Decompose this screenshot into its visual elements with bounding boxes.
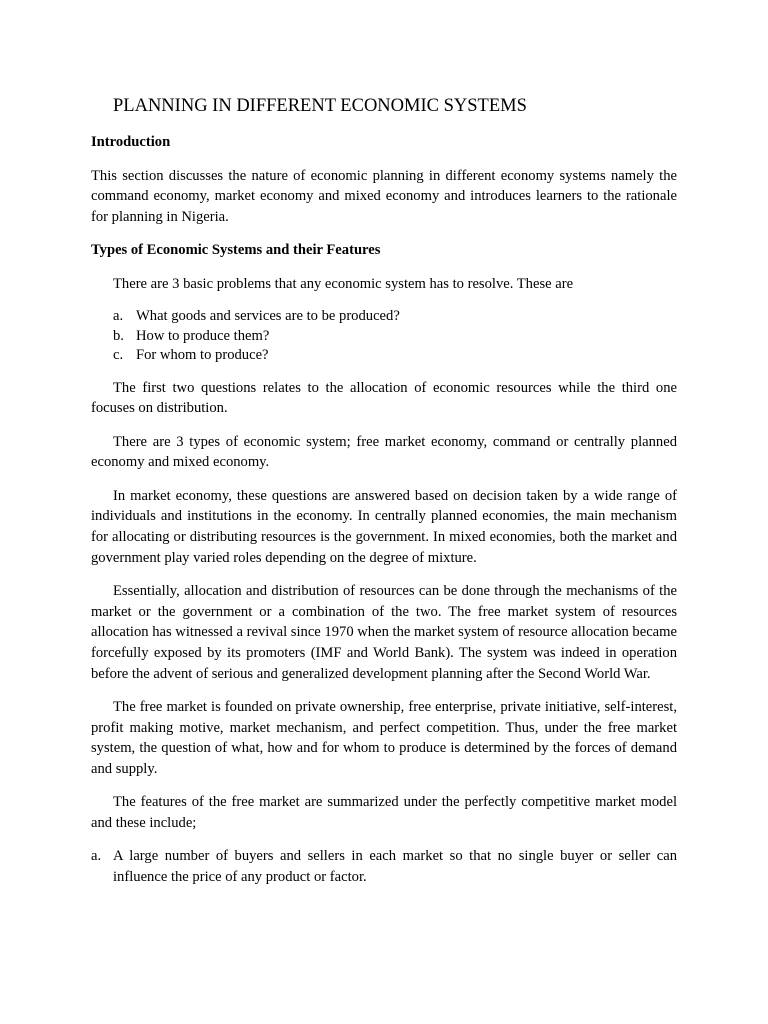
list-marker: a. <box>113 308 124 325</box>
list-item <box>91 307 677 327</box>
list-item-text: What goods and services are to be produced? <box>136 308 400 325</box>
page-title: PLANNING IN DIFFERENT ECONOMIC SYSTEMS <box>113 96 527 116</box>
body-paragraph: The free market is founded on private ownership, free enterprise, private initiative, self-interest, profit making motive, market mechanism, and perfect competition. Thus, under the free market system, the question of what, how and for whom to produce is determined by the forces of demand and supply. <box>91 698 677 777</box>
body-paragraph: Essentially, allocation and distribution of resources can be done through the mechanisms of the market or the government or a combination of the two. The free market system of resources allocation has witnessed a revival since 1970 when the market system of resource allocation became forcefully exposed by its promoters (IMF and World Bank). The system was indeed in operation before the advent of serious and generalized development planning after the Second World War. <box>91 582 677 682</box>
list-marker: c. <box>113 347 124 364</box>
problems-list <box>91 307 677 366</box>
list-item <box>91 846 677 887</box>
body-paragraph: In market economy, these questions are answered based on decision taken by a wide range of individuals and institutions in the economy. In centrally planned economies, the main mechanism for allocating or distributing resources is the government. In mixed economies, both the market and government play varied roles depending on the degree of mixture. <box>91 487 677 566</box>
features-list <box>91 846 677 887</box>
section-heading-types: Types of Economic Systems and their Features <box>91 242 381 259</box>
list-item <box>91 346 677 366</box>
list-item <box>91 327 677 347</box>
problems-intro-paragraph: There are 3 basic problems that any economic system has to resolve. These are <box>113 276 574 293</box>
list-item-text: A large number of buyers and sellers in each market so that no single buyer or seller can influence the price of any product or factor. <box>113 848 677 885</box>
body-paragraph: The features of the free market are summarized under the perfectly competitive market model and these include; <box>91 794 677 831</box>
list-marker: b. <box>113 327 124 344</box>
body-paragraph: There are 3 types of economic system; free market economy, command or centrally planned economy and mixed economy. <box>91 433 677 471</box>
intro-paragraph: This section discusses the nature of economic planning in different economy systems namely the command economy, market economy and mixed economy and introduces learners to the rationale for planning in Nigeria. <box>91 167 677 226</box>
body-paragraph: The first two questions relates to the allocation of economic resources while the third one focuses on distribution. <box>91 379 677 417</box>
section-heading-introduction: Introduction <box>91 134 171 150</box>
list-item-text: How to produce them? <box>136 327 270 344</box>
list-item-text: For whom to produce? <box>136 347 269 364</box>
list-marker: a. <box>91 848 102 865</box>
